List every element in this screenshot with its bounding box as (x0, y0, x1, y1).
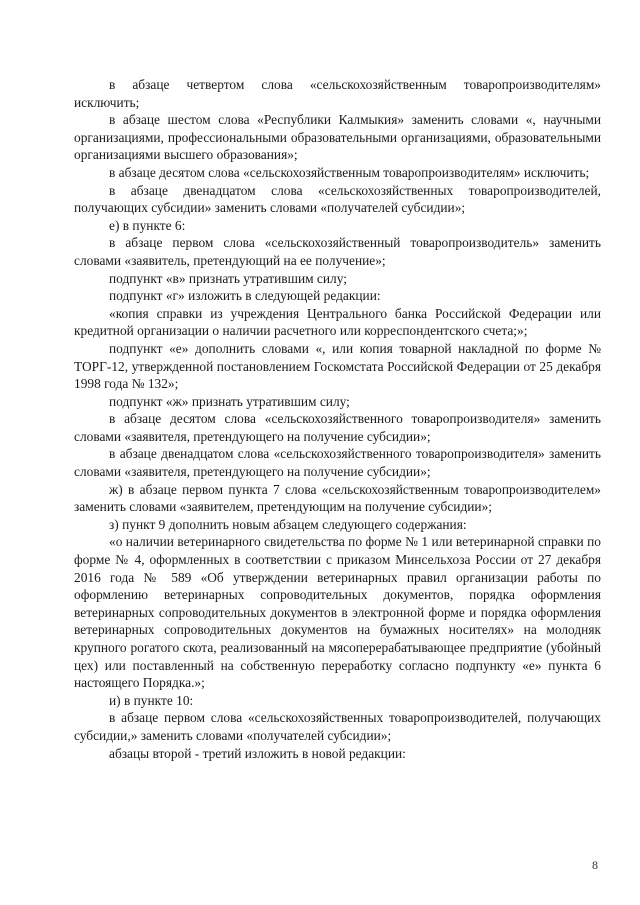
paragraph-9: «копия справки из учреждения Центрального банка Российской Федерации или кредитной организации о наличии расчетного или корреспондентского счета;»; (74, 305, 601, 339)
paragraph-2: в абзаце шестом слова «Республики Калмыкия» заменить словами «, научными организациями, профессиональными образовательными организациями, образовательными организациями высшего образования»; (74, 112, 601, 163)
paragraph-10: подпункт «е» дополнить словами «, или копия товарной накладной по форме № ТОРГ-12, утвержденной постановлением Госкомстата Российской Федерации от 25 декабря 1998 года № 132»; (74, 340, 601, 392)
paragraph-14: ж) в абзаце первом пункта 7 слова «сельскохозяйственным товаропроизводителем» заменить словами «заявителем, претендующим на получение субсидии»; (74, 481, 601, 515)
paragraph-8: подпункт «г» изложить в следующей редакции: (109, 288, 381, 304)
paragraph-15: з) пункт 9 дополнить новым абзацем следующего содержания: (109, 516, 467, 532)
paragraph-11: подпункт «ж» признать утратившим силу; (109, 393, 350, 409)
paragraph-13: в абзаце двенадцатом слова «сельскохозяйственного товаропроизводителя» заменить словами «заявителя, претендующего на получение субсидии»; (74, 446, 601, 480)
paragraph-19: абзацы второй - третий изложить в новой редакции: (109, 745, 406, 761)
paragraph-7: подпункт «в» признать утратившим силу; (109, 270, 347, 286)
paragraph-18: в абзаце первом слова «сельскохозяйственных товаропроизводителей, получающих субсидии,» заменить словами «получателей субсидии»; (74, 710, 601, 743)
paragraph-16: «о наличии ветеринарного свидетельства по форме № 1 или ветеринарной справки по форме № 4, оформленных в соответствии с приказом Минсельхоза России от 27 декабря 2016 года № 589 «Об утверждении ветеринарных правил организации работы по оформлению ветеринарных сопроводительных документов, порядка оформления ветеринарных сопроводительных документов в электронной форме и порядка оформления ветеринарных сопроводительных документов на бумажных носителях» на молодняк крупного рогатого скота, реализованный на мясоперерабатывающее предприятие (убойный цех) или поставленный на собственную переработку согласно подпункту «е» пункта 6 настоящего Порядка.»; (74, 534, 601, 691)
paragraph-1: в абзаце четвертом слова «сельскохозяйственным товаропроизводителям» исключить; (74, 77, 601, 110)
paragraph-6: в абзаце первом слова «сельскохозяйственный товаропроизводитель» заменить словами «заявитель, претендующий на ее получение»; (74, 235, 601, 268)
document-body (74, 76, 601, 762)
paragraph-3: в абзаце десятом слова «сельскохозяйственным товаропроизводителям» исключить; (109, 164, 590, 180)
page-number: 8 (592, 858, 598, 872)
paragraph-17: и) в пункте 10: (109, 692, 194, 708)
paragraph-5: е) в пункте 6: (109, 217, 186, 233)
paragraph-12: в абзаце десятом слова «сельскохозяйственного товаропроизводителя» заменить словами «заявителя, претендующего на получение субсидии»; (74, 411, 601, 444)
paragraph-4: в абзаце двенадцатом слова «сельскохозяйственных товаропроизводителей, получающих субсидии» заменить словами «получателей субсидии»; (74, 182, 601, 216)
